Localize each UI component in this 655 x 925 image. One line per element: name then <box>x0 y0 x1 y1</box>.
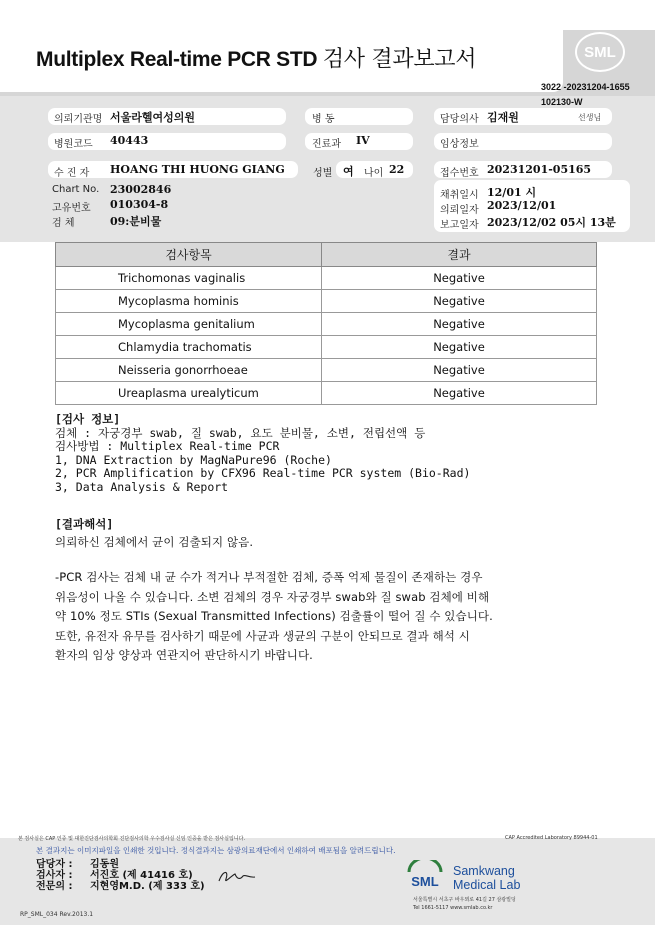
doctor-label: 담당의사 <box>440 114 479 125</box>
table-row <box>56 336 597 359</box>
request-label: 의뢰일자 <box>440 205 479 216</box>
test-info-line: 2, PCR Amplification by CFX96 Real-time PCR system (Bio-Rad) <box>55 466 471 480</box>
header-result: 결과 <box>322 243 597 267</box>
chart-label: Chart No. <box>52 184 100 195</box>
document-number-line2: 102130-W <box>541 97 583 107</box>
code-value: 40443 <box>110 134 149 147</box>
table-row <box>56 313 597 336</box>
interpretation-notes <box>55 568 493 666</box>
staff-name: 서진호 (제 41416 호) <box>90 870 193 881</box>
test-result: Negative <box>322 336 597 359</box>
interpretation-note: 약 10% 정도 STIs (Sexual Transmitted Infections) 검출률이 떨어 질 수 있습니다. <box>55 609 493 623</box>
results-header-row <box>56 243 597 267</box>
receipt-label: 접수번호 <box>440 168 479 179</box>
table-row <box>56 267 597 290</box>
sml-logo: SML <box>575 32 625 72</box>
report-label: 보고일자 <box>440 220 479 231</box>
report-value: 2023/12/02 05시 13분 <box>487 216 616 229</box>
dept-value: IV <box>356 134 370 147</box>
report-title-kr: 검사 결과보고서 <box>322 47 477 72</box>
specimen-value: 09:분비물 <box>110 215 162 228</box>
test-item: Chlamydia trachomatis <box>56 336 322 359</box>
test-info-line: 3, Data Analysis & Report <box>55 479 229 494</box>
lab-name <box>453 864 520 892</box>
accreditation-note: 본 검사실은 CAP 인증 및 대한진단검사의학회 진단검사의학 우수검사실 신임 인증을 받은 검사실입니다. <box>18 836 246 842</box>
interpretation-note: 위음성이 나올 수 있습니다. 소변 검체의 경우 자궁경부 swab와 질 swab 검체에 비해 <box>55 589 490 604</box>
test-info-title: [검사 정보] <box>55 412 121 426</box>
age-label: 나이 <box>364 168 384 179</box>
staff-name: 지현영M.D. (제 333 호) <box>90 881 205 892</box>
test-item: Trichomonas vaginalis <box>56 267 322 290</box>
print-notice: 본 결과지는 이미지파일을 인쇄한 것입니다. 정식결과지는 삼광의료재단에서 인쇄하여 배포됨을 알려드립니다. <box>36 846 396 855</box>
test-result: Negative <box>322 267 597 290</box>
test-result: Negative <box>322 359 597 382</box>
collect-value: 12/01 시 <box>487 186 537 199</box>
sex-value: 여 <box>343 165 354 178</box>
sex-label: 성별 <box>313 168 333 179</box>
staff-role: 담당자 : <box>36 859 73 870</box>
report-title <box>36 42 476 73</box>
hospital-value: 서울라헬여성의원 <box>110 111 196 124</box>
unique-value: 010304-8 <box>110 198 169 211</box>
document-number-line1: 3022 -20231204-1655 <box>541 82 630 92</box>
interpretation-title: [결과해석] <box>55 517 114 531</box>
unique-label: 고유번호 <box>52 203 91 214</box>
test-info-section <box>55 413 470 494</box>
header-test-item: 검사항목 <box>56 243 322 267</box>
cap-accreditation: CAP Accredited Laboratory 89944-01 <box>505 835 598 841</box>
test-item: Mycoplasma hominis <box>56 290 322 313</box>
chart-value: 23002846 <box>110 183 172 196</box>
table-row <box>56 290 597 313</box>
staff-role: 전문의 : <box>36 881 73 892</box>
table-row <box>56 382 597 405</box>
dept-label: 진료과 <box>312 139 341 150</box>
test-info-line: 검사방법 : Multiplex Real-time PCR <box>55 439 280 453</box>
report-title-en: Multiplex Real-time PCR STD <box>36 48 318 71</box>
clinical-label: 임상정보 <box>440 139 479 150</box>
test-item: Neisseria gonorrhoeae <box>56 359 322 382</box>
test-result: Negative <box>322 290 597 313</box>
table-row <box>56 359 597 382</box>
specimen-label: 검 체 <box>52 218 75 229</box>
test-item: Mycoplasma genitalium <box>56 313 322 336</box>
request-value: 2023/12/01 <box>487 199 557 212</box>
patient-name: HOANG THI HUONG GIANG <box>110 163 285 176</box>
lab-address: 서울특별시 서초구 바우뫼로 41길 27 삼광빌딩 <box>413 897 516 903</box>
form-code: RP_SML_034 Rev.2013.1 <box>20 911 94 918</box>
results-table <box>55 242 597 405</box>
receipt-value: 20231201-05165 <box>487 163 592 176</box>
test-item: Ureaplasma urealyticum <box>56 382 322 405</box>
signature <box>215 866 259 886</box>
interpretation-summary: 의뢰하신 검체에서 균이 검출되지 않음. <box>55 535 254 549</box>
lab-name-line1: Samkwang <box>453 864 515 878</box>
samkwang-logo-icon <box>405 860 445 894</box>
test-info-line: 검체 : 자궁경부 swab, 질 swab, 요도 분비물, 소변, 전립선액 등 <box>55 425 426 440</box>
hospital-label: 의뢰기관명 <box>54 114 103 125</box>
test-info-line: 1, DNA Extraction by MagNaPure96 (Roche) <box>55 452 332 467</box>
interpretation-note: 또한, 유전자 유무를 검사하기 때문에 사균과 생균의 구분이 안되므로 결과 해석 시 <box>55 628 470 643</box>
collect-label: 채취일시 <box>440 190 479 201</box>
code-label: 병원코드 <box>54 139 93 150</box>
ward-label: 병 동 <box>312 114 335 125</box>
doctor-suffix: 선생님 <box>578 113 602 122</box>
lab-name-line2: Medical Lab <box>453 878 521 892</box>
doctor-value: 김재원 <box>487 111 519 124</box>
test-result: Negative <box>322 313 597 336</box>
interpretation-note: 환자의 임상 양상과 연관지어 판단하시기 바랍니다. <box>55 648 313 662</box>
test-result: Negative <box>322 382 597 405</box>
lab-contact: Tel 1661-5117 www.smlab.co.kr <box>413 905 493 911</box>
patient-label: 수 진 자 <box>54 168 90 179</box>
age-value: 22 <box>389 163 405 176</box>
staff-role: 검사자 : <box>36 870 73 881</box>
staff-name: 김동원 <box>90 859 119 870</box>
interpretation-note: -PCR 검사는 검체 내 균 수가 적거나 부적절한 검체, 증폭 억제 물질이 존재하는 경우 <box>55 570 483 584</box>
lab-logo-text: SML <box>411 874 439 889</box>
